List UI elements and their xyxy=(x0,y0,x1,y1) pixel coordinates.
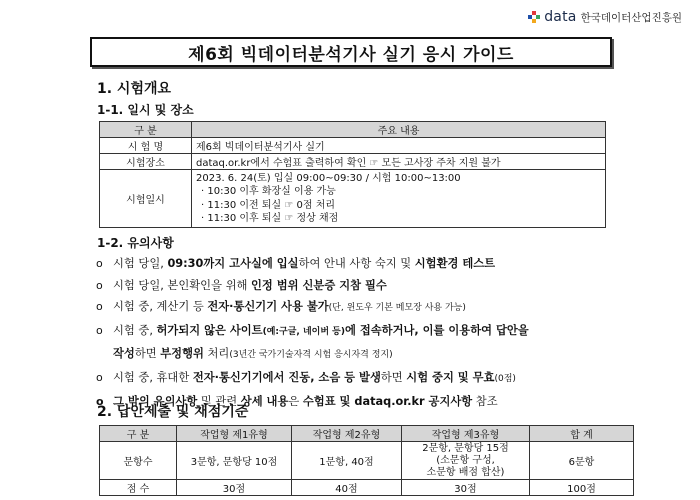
table-cell: 40점 xyxy=(292,480,402,496)
section-2-heading: 2. 답안제출 및 채점기준 xyxy=(97,404,249,420)
table-header-row xyxy=(100,426,634,442)
note-emphasis: 시험환경 테스트 xyxy=(414,257,496,270)
note-emphasis: 상세 내용 xyxy=(240,394,289,408)
table-cell: 30점 xyxy=(177,480,292,496)
note-emphasis: 에 접속하거나, 이를 이용하여 답안을 xyxy=(344,323,529,337)
table-cell: 100점 xyxy=(530,480,634,496)
note-emphasis: 인정 범위 신분증 지참 필수 xyxy=(251,278,387,292)
logo-icon xyxy=(528,11,540,23)
note-emphasis: 수험표 및 dataq.or.kr 공지사항 xyxy=(302,394,473,408)
note-emphasis: 부정행위 xyxy=(160,347,204,361)
table-cell: 3문항, 문항당 10점 xyxy=(177,442,292,480)
cell-line: 소문항 배점 합산) xyxy=(426,466,505,478)
bullet: o xyxy=(96,278,103,292)
note-text: 시험 중, xyxy=(113,323,157,337)
bullet: o xyxy=(96,257,103,270)
table-header-row xyxy=(100,122,606,138)
note-text: 시험 중, 계산기 등 xyxy=(113,300,208,314)
table-header-cell: 작업형 제3유형 xyxy=(402,426,530,442)
bullet: o xyxy=(96,394,104,408)
note-text: 및 관련 xyxy=(197,394,241,408)
exam-rule-line: · 11:30 이전 퇴실 ☞ 0점 처리 xyxy=(201,199,336,211)
table-cell: 30점 xyxy=(402,480,530,496)
list-item xyxy=(96,275,696,297)
note-text: 하여 안내 사항 숙지 및 xyxy=(298,257,415,270)
row-label: 문항수 xyxy=(100,442,177,480)
list-item xyxy=(96,320,696,367)
logo xyxy=(528,9,682,25)
scoring-table xyxy=(99,425,634,496)
page-title: 제6회 빅데이터분석기사 실기 응시 가이드 xyxy=(90,37,612,67)
logo-word: data xyxy=(544,9,577,25)
schedule-table xyxy=(99,121,606,228)
cell-line: 2문항, 문항당 15점 xyxy=(422,442,509,454)
notes-list xyxy=(96,253,696,412)
list-item xyxy=(96,296,696,320)
row-label: 점 수 xyxy=(100,480,177,496)
note-small: (예:구글, 네이버 등) xyxy=(262,326,345,337)
note-emphasis: 09:30까지 고사실에 입실 xyxy=(167,257,299,270)
row-label: 시험장소 xyxy=(100,154,192,170)
table-header-cell: 작업형 제1유형 xyxy=(177,426,292,442)
note-small: (0점) xyxy=(494,373,516,384)
exam-rule-line: · 11:30 이후 퇴실 ☞ 정상 채점 xyxy=(201,213,339,224)
row-label: 시험일시 xyxy=(100,170,192,228)
table-cell: 1문항, 40점 xyxy=(292,442,402,480)
table-header-cell: 주요 내용 xyxy=(192,122,606,138)
exam-rule-line: · 10:30 이후 화장실 이용 가능 xyxy=(201,186,336,197)
section-1-1-heading: 1-1. 일시 및 장소 xyxy=(97,103,194,117)
table-row xyxy=(100,154,606,170)
bullet: o xyxy=(96,370,103,384)
row-value: 제6회 빅데이터분석기사 실기 xyxy=(192,138,606,154)
note-emphasis: 허가되지 않은 사이트 xyxy=(156,323,263,337)
note-emphasis: 전자·통신기기에서 진동, 소음 등 발생 xyxy=(192,370,381,384)
note-text: 하면 xyxy=(134,347,161,361)
note-text: 처리 xyxy=(203,347,230,361)
note-text: 하면 xyxy=(380,370,407,384)
cell-line: (소문항 구성, xyxy=(436,454,495,466)
table-header-cell: 합 계 xyxy=(530,426,634,442)
note-emphasis: 그 밖의 유의사항 xyxy=(113,394,198,408)
section-1-2-heading: 1-2. 유의사항 xyxy=(97,236,174,250)
table-cell xyxy=(402,442,530,480)
logo-org-name: 한국데이터산업진흥원 xyxy=(580,11,682,24)
row-value xyxy=(192,170,606,228)
exam-time-line: 2023. 6. 24(토) 입실 09:00~09:30 / 시험 10:00~13:00 xyxy=(196,172,461,184)
note-text: 시험 당일, 본인확인을 위해 xyxy=(113,278,251,292)
table-header-cell: 작업형 제2유형 xyxy=(292,426,402,442)
note-emphasis: 작성 xyxy=(113,347,135,361)
row-label: 시 험 명 xyxy=(100,138,192,154)
bullet: o xyxy=(96,323,103,337)
note-emphasis: 시험 중지 및 무효 xyxy=(406,370,495,384)
note-text: 참조 xyxy=(472,394,498,408)
note-text: 시험 중, 휴대한 xyxy=(113,370,193,384)
row-value: dataq.or.kr에서 수험표 출력하여 확인 ☞ 모든 고사장 주차 지원 불가 xyxy=(192,154,606,170)
table-row xyxy=(100,170,606,228)
table-row xyxy=(100,442,634,480)
note-text: 시험 당일, xyxy=(113,257,168,270)
table-cell: 6문항 xyxy=(530,442,634,480)
list-item xyxy=(96,253,696,275)
section-1-heading: 1. 시험개요 xyxy=(97,81,172,97)
table-row xyxy=(100,138,606,154)
table-header-cell: 구 분 xyxy=(100,122,192,138)
note-small: (단, 윈도우 기본 메모장 사용 가능) xyxy=(328,303,466,314)
table-row xyxy=(100,480,634,496)
note-small: (3년간 국가기술자격 시험 응시자격 정지) xyxy=(229,350,393,361)
note-emphasis: 전자·통신기기 사용 불가 xyxy=(207,300,329,314)
note-text: 은 xyxy=(288,394,303,408)
table-header-cell: 구 분 xyxy=(100,426,177,442)
bullet: o xyxy=(96,300,103,314)
list-item xyxy=(96,367,696,391)
